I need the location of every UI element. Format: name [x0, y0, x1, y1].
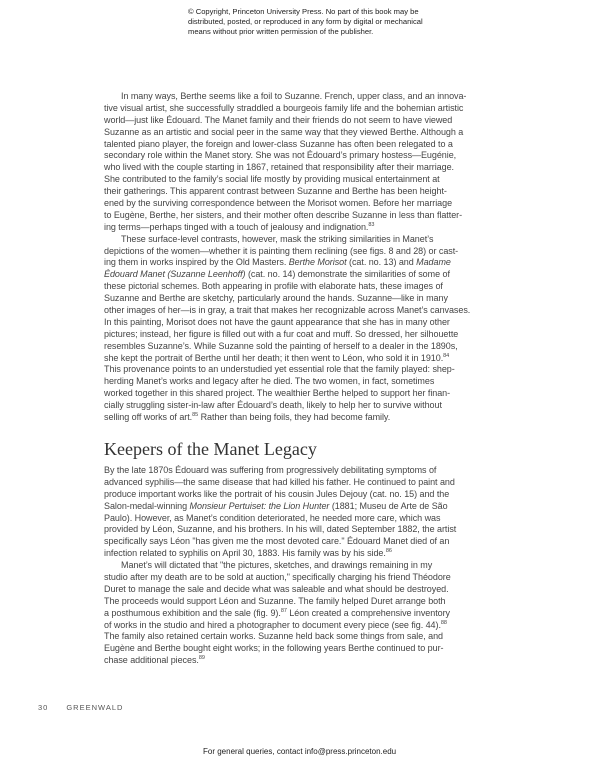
text-run: Rather than being foils, they had become family.: [198, 412, 391, 423]
text-line: Eugène and Berthe bought eight works; in the following years Berthe continued to pur-: [104, 643, 444, 654]
text-line: This provenance points to an understudied yet essential role that the family played: shep-: [104, 364, 455, 375]
text-line: world—just like Édouard. The Manet family and their friends do not seem to have viewed: [104, 114, 453, 125]
text-line: [104, 222, 514, 234]
text-run: of works in the studio and hired a photographer to document every piece (see fig. 44).: [104, 619, 441, 630]
text-line: [104, 412, 514, 424]
copyright-notice: [188, 7, 423, 37]
footnote-ref: 86: [385, 548, 392, 555]
text-line: Suzanne and Berthe are sketchy, particularly around the hands. Suzanne—like in many: [104, 293, 448, 304]
page-number: 30: [38, 703, 49, 712]
text-line: who lived with the couple starting in 1867, retained that responsibility after their marriage.: [104, 162, 454, 173]
body-text-section-1: [104, 91, 514, 424]
text-line: worked together in this shared project. The wealthier Berthe helped to support her finan-: [104, 388, 451, 399]
text-line: [104, 548, 514, 560]
text-run: a posthumous exhibition and the sale (fig. 9).: [104, 607, 281, 618]
footnote-ref: 87: [280, 607, 287, 614]
text-line: [104, 353, 514, 365]
text-run: ing terms—perhaps tinged with a touch of jealousy and indignation.: [104, 221, 369, 232]
text-line: The family also retained certain works. Suzanne held back some things from sale, and: [104, 631, 443, 642]
italic-title: Berthe Morisot: [288, 257, 347, 268]
page-footer: [38, 703, 141, 712]
text-line: By the late 1870s Édouard was suffering from progressively debilitating symptoms of: [104, 465, 437, 475]
text-line: In this painting, Morisot does not have the gaunt appearance that she has in many other: [104, 316, 450, 327]
footnote-ref: 85: [192, 412, 199, 419]
section-heading: Keepers of the Manet Legacy: [104, 439, 317, 459]
text-line: ened by the surviving correspondence between the Morisot women. Before her marriage: [104, 198, 453, 209]
text-run: Léon created a comprehensive inventory: [286, 607, 450, 618]
text-line: She contributed to the family’s social life mostly by providing musical entertainment at: [104, 174, 440, 185]
text-line: herding Manet’s works and legacy after he died. The two women, in fact, sometimes: [104, 376, 435, 387]
copyright-line: © Copyright, Princeton University Press. No part of this book may be: [188, 7, 419, 16]
text-line: [104, 269, 514, 281]
text-line: provided by Léon, Suzanne, and his brothers. In his will, dated September 1882, the artist: [104, 524, 457, 535]
footnote-ref: 88: [440, 619, 447, 626]
text-line: tive visual artist, she successfully straddled a bourgeois family life and the bohemian artistic: [104, 102, 464, 113]
text-line: depictions of the women—whether it is painting them reclining (see figs. 8 and 28) or cast-: [104, 245, 459, 256]
text-line: These surface-level contrasts, however, mask the striking similarities in Manet’s: [121, 233, 434, 244]
text-run: (cat. no. 13) and: [346, 257, 417, 268]
text-line: specifically says Léon "has given me the most devoted care." Édouard Manet died of an: [104, 536, 450, 547]
text-line: these pictorial schemes. Both appearing in profile with elaborate hats, these images of: [104, 281, 443, 292]
text-run: she kept the portrait of Berthe until her death; it then went to Léon, who sold it in 1910.: [104, 352, 444, 363]
text-line: Manet’s will dictated that "the pictures, sketches, and drawings remaining in my: [121, 560, 433, 571]
text-line: [104, 501, 514, 513]
text-line: resembles Suzanne’s. While Suzanne sold the painting of herself to a dealer in the 1890s,: [104, 340, 458, 351]
text-line: advanced syphilis—the same disease that had killed his father. He continued to paint and: [104, 476, 455, 487]
text-line: pictures; instead, her figure is filled out with a fur coat and muff. So dressed, her silhouette: [104, 328, 459, 339]
text-line: secondary role within the Manet story. She was not Édouard’s primary hostess—Eugénie,: [104, 150, 457, 161]
italic-title: Monsieur Pertuiset: the Lion Hunter: [189, 500, 330, 511]
text-line: studio after my death are to be sold at auction," specifically charging his friend Théodore: [104, 572, 451, 583]
text-line: In many ways, Berthe seems like a foil to Suzanne. French, upper class, and an innova-: [121, 91, 467, 101]
text-line: [104, 608, 514, 620]
running-head: GREENWALD: [66, 703, 124, 712]
text-line: Paulo). However, as Manet’s condition deteriorated, he needed more care, which was: [104, 512, 441, 523]
contact-notice: For general queries, contact info@press.princeton.edu: [203, 747, 397, 756]
copyright-line: distributed, posted, or reproduced in any form by digital or mechanical: [188, 17, 423, 26]
text-line: Suzanne as an artistic and social peer in the same way that they viewed Berthe. Although a: [104, 126, 464, 137]
footnote-ref: 84: [443, 352, 450, 359]
italic-title: Madame: [416, 257, 451, 268]
copyright-line: means without prior written permission of the publisher.: [188, 27, 374, 36]
text-line: [104, 655, 514, 667]
body-text-section-2: [104, 465, 514, 667]
text-run: infection related to syphilis on April 30, 1883. His family was by his side.: [104, 548, 386, 559]
text-line: Duret to manage the sale and decide what was saleable and what should be destroyed.: [104, 583, 449, 594]
text-line: cially struggling sister-in-law after Édouard’s death, likely to help her to survive without: [104, 400, 442, 411]
text-line: other images of her—is in gray, a trait that makes her recognizable across Manet’s canvases.: [104, 305, 471, 316]
text-line: to Eugène, Berthe, her sisters, and their mother often describe Suzanne in less than flatter-: [104, 209, 463, 220]
text-run: (cat. no. 14) demonstrate the similarities of some of: [245, 269, 450, 280]
footnote-ref: 89: [198, 655, 205, 662]
text-run: Salon-medal-winning: [104, 500, 190, 511]
text-line: their gatherings. This apparent contrast between Suzanne and Berthe has been height-: [104, 186, 447, 197]
text-line: [104, 620, 514, 632]
footnote-ref: 83: [368, 221, 375, 228]
text-line: produce important works like the portrait of his cousin Jules Dejouy (cat. no. 15) and the: [104, 488, 450, 499]
text-run: (1881; Museu de Arte de São: [329, 500, 448, 511]
text-line: [104, 257, 514, 269]
text-run: chase additional pieces.: [104, 655, 199, 666]
text-run: selling off works of art.: [104, 412, 193, 423]
text-line: The proceeds would support Léon and Suzanne. The family helped Duret arrange both: [104, 595, 446, 606]
italic-title: Édouard Manet (Suzanne Leenhoff): [104, 269, 246, 280]
text-line: talented piano player, the foreign and lower-class Suzanne has often been relegated to a: [104, 138, 453, 149]
text-run: ing them in works inspired by the Old Masters.: [104, 257, 289, 268]
